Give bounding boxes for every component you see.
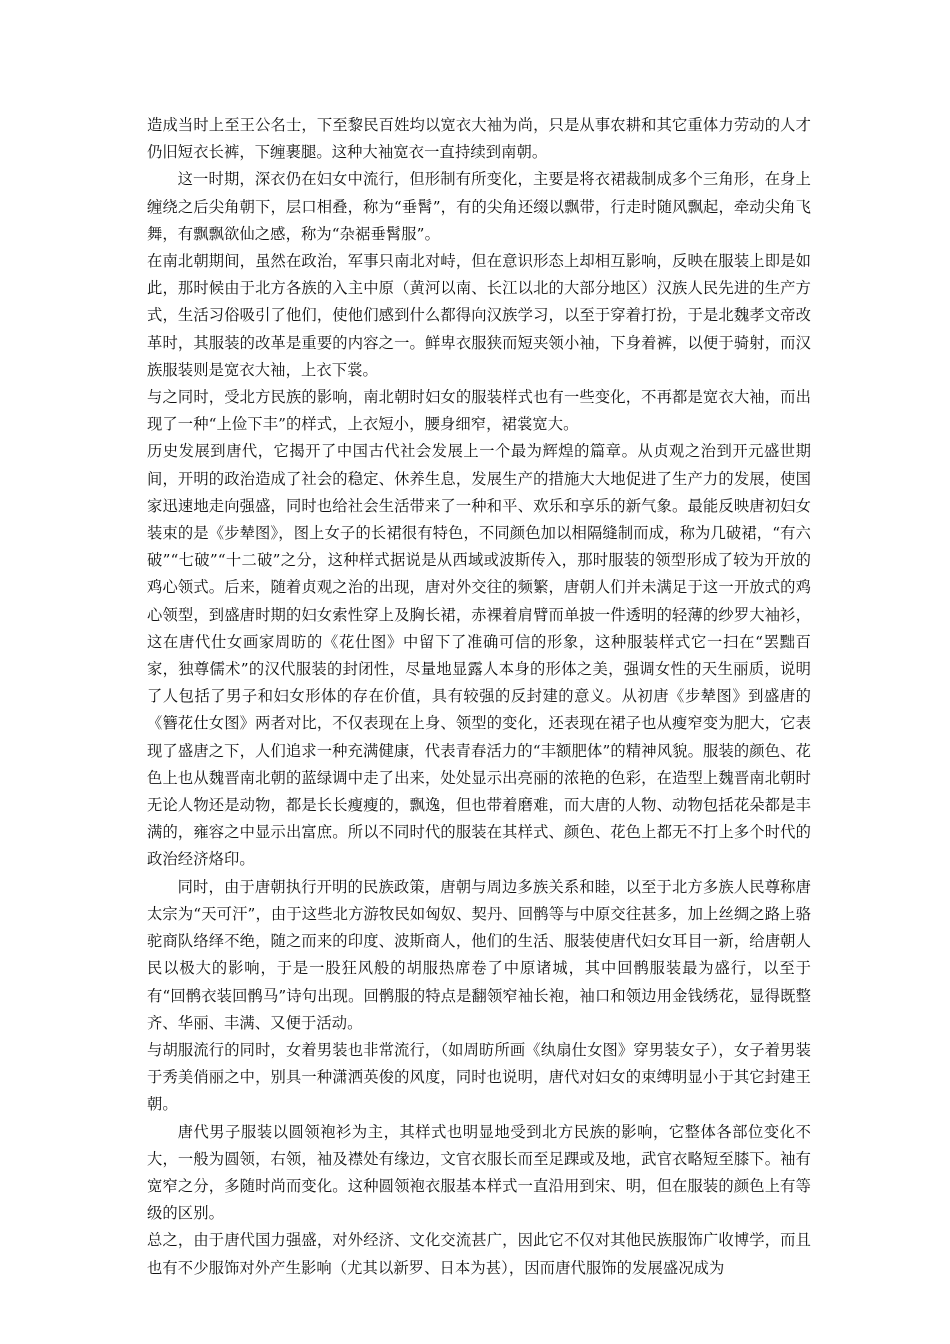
document-body — [147, 112, 811, 1282]
paragraph: 唐代男子服装以圆领袍衫为主，其样式也明显地受到北方民族的影响，它整体各部位变化不大，一般为圆领，右领，袖及襟处有缘边，文官衣服长而至足踝或及地，武官衣略短至膝下。袖有宽窄之分，多随时尚而变化。这种圆领袍衣服基本样式一直沿用到宋、明，但在服装的颜色上有等级的区别。 — [147, 1122, 811, 1223]
paragraph: 总之，由于唐代国力强盛，对外经济、文化交流甚广，因此它不仅对其他民族服饰广收博学，而且也有不少服饰对外产生影响（尤其以新罗、日本为甚），因而唐代服饰的发展盛况成为 — [147, 1231, 811, 1277]
paragraph: 这一时期，深衣仍在妇女中流行，但形制有所变化，主要是将衣裙裁制成多个三角形，在身上缠绕之后尖角朝下，层口相叠，称为“垂髾”，有的尖角还缀以飘带，行走时随风飘起，牵动尖角飞舞，有飘飘欲仙之感，称为“杂裾垂髾服”。 — [147, 170, 811, 243]
paragraph: 造成当时上至王公名士，下至黎民百姓均以宽衣大袖为尚，只是从事农耕和其它重体力劳动的人才仍旧短衣长裤，下缠裹腿。这种大袖宽衣一直持续到南朝。 — [147, 116, 811, 162]
paragraph: 同时，由于唐朝执行开明的民族政策，唐朝与周边多族关系和睦，以至于北方多族人民尊称唐太宗为“天可汗”，由于这些北方游牧民如匈奴、契丹、回鹘等与中原交往甚多，加上丝绸之路上骆驼商队络绎不绝，随之而来的印度、波斯商人，他们的生活、服装使唐代妇女耳目一新，给唐朝人民以极大的影响，于是一股狂风般的胡服热席卷了中原诸城，其中回鹘服装最为盛行，以至于有“回鹘衣装回鹘马”诗句出现。回鹘服的特点是翻领窄袖长袍，袖口和领边用金钱绣花，显得既整齐、华丽、丰满、又便于活动。 — [147, 877, 811, 1032]
paragraph: 与之同时，受北方民族的影响，南北朝时妇女的服装样式也有一些变化，不再都是宽衣大袖，而出现了一种“上俭下丰”的样式，上衣短小，腰身细窄，裙裳宽大。 — [147, 388, 811, 434]
paragraph: 历史发展到唐代，它揭开了中国古代社会发展上一个最为辉煌的篇章。从贞观之治到开元盛世期间，开明的政治造成了社会的稳定、休养生息，发展生产的措施大大地促进了生产力的发展，使国家迅速地走向强盛，同时也给社会生活带来了一种和平、欢乐和享乐的新气象。最能反映唐初妇女装束的是《步辇图》，图上女子的长裙很有特色，不同颜色加以相隔缝制而成，称为几破裙，“有六破”“七破”“十二破”之分，这种样式据说是从西域或波斯传入，那时服装的领型形成了较为开放的鸡心领式。后来，随着贞观之治的出现，唐对外交往的频繁，唐朝人们并未满足于这一开放式的鸡心领型，到盛唐时期的妇女索性穿上及胸长裙，赤裸着肩臂而单披一件透明的轻薄的纱罗大袖衫，这在唐代仕女画家周昉的《花仕图》中留下了准确可信的形象，这种服装样式它一扫在“罢黜百家，独尊儒术”的汉代服装的封闭性，尽量地显露人本身的形体之美，强调女性的天生丽质，说明了人包括了男子和妇女形体的存在价值，具有较强的反封建的意义。从初唐《步辇图》到盛唐的《簪花仕女图》两者对比，不仅表现在上身、领型的变化，还表现在裙子也从瘦窄变为肥大，它表现了盛唐之下，人们追求一种充满健康，代表青春活力的“丰额肥体”的精神风貌。服装的颜色、花色上也从魏晋南北朝的蓝绿调中走了出来，处处显示出亮丽的浓艳的色彩，在造型上魏晋南北朝时无论人物还是动物，都是长长瘦瘦的，飘逸，但也带着磨难，而大唐的人物、动物包括花朵都是丰满的，雍容之中显示出富庶。所以不同时代的服装在其样式、颜色、花色上都无不打上多个时代的政治经济烙印。 — [147, 442, 811, 869]
paragraph: 在南北朝期间，虽然在政治，军事只南北对峙，但在意识形态上却相互影响，反映在服装上即是如此，那时候由于北方各族的入主中原（黄河以南、长江以北的大部分地区）汉族人民先进的生产方式，生活习俗吸引了他们，使他们感到什么都得向汉族学习，以至于穿着打扮，于是北魏孝文帝改革时，其服装的改革是重要的内容之一。鲜卑衣服狭而短夹领小袖，下身着裤，以便于骑射，而汉族服装则是宽衣大袖，上衣下裳。 — [147, 252, 811, 379]
paragraph: 与胡服流行的同时，女着男装也非常流行，（如周昉所画《纨扇仕女图》穿男装女子），女子着男装于秀美俏丽之中，别具一种潇洒英俊的风度，同时也说明，唐代对妇女的束缚明显小于其它封建王朝。 — [147, 1040, 811, 1114]
